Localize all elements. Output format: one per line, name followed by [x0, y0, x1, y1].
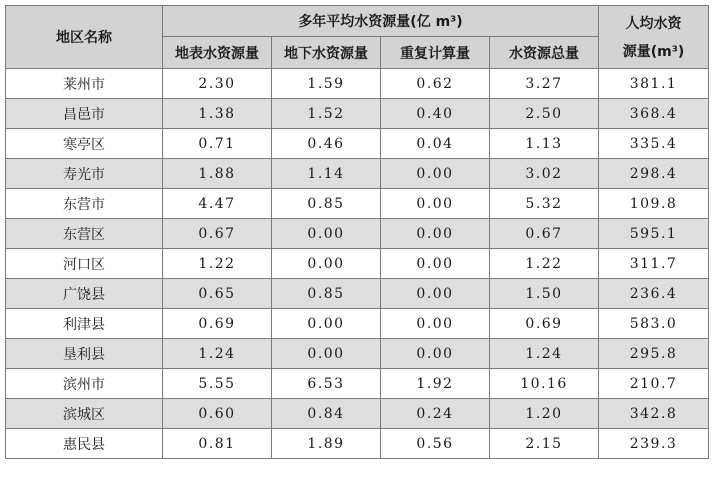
cell-total-water: 2.15 [490, 429, 599, 459]
cell-region-name: 滨城区 [6, 399, 163, 429]
cell-surface-water: 0.60 [163, 399, 272, 429]
cell-per-capita: 583.0 [599, 309, 709, 339]
cell-per-capita: 236.4 [599, 279, 709, 309]
cell-surface-water: 1.24 [163, 339, 272, 369]
cell-repeat-count: 0.24 [381, 399, 490, 429]
cell-region-name: 垦利县 [6, 339, 163, 369]
header-per-capita [599, 6, 709, 69]
cell-per-capita: 298.4 [599, 159, 709, 189]
cell-total-water: 1.22 [490, 249, 599, 279]
cell-total-water: 1.20 [490, 399, 599, 429]
table-header [6, 6, 709, 69]
cell-region-name: 寿光市 [6, 159, 163, 189]
cell-region-name: 东营市 [6, 189, 163, 219]
table-row [6, 369, 709, 399]
cell-region-name: 昌邑市 [6, 99, 163, 129]
header-ground: 地下水资源量 [272, 37, 381, 69]
cell-region-name: 广饶县 [6, 279, 163, 309]
cell-total-water: 1.24 [490, 339, 599, 369]
cell-total-water: 3.02 [490, 159, 599, 189]
cell-repeat-count: 1.92 [381, 369, 490, 399]
cell-surface-water: 4.47 [163, 189, 272, 219]
cell-groundwater: 0.00 [272, 219, 381, 249]
cell-per-capita: 311.7 [599, 249, 709, 279]
cell-groundwater: 0.85 [272, 279, 381, 309]
cell-repeat-count: 0.00 [381, 249, 490, 279]
cell-per-capita: 210.7 [599, 369, 709, 399]
cell-per-capita: 368.4 [599, 99, 709, 129]
header-surface: 地表水资源量 [163, 37, 272, 69]
table-row [6, 219, 709, 249]
cell-groundwater: 1.52 [272, 99, 381, 129]
cell-total-water: 1.13 [490, 129, 599, 159]
table-row [6, 399, 709, 429]
cell-surface-water: 1.38 [163, 99, 272, 129]
cell-region-name: 惠民县 [6, 429, 163, 459]
cell-total-water: 5.32 [490, 189, 599, 219]
cell-repeat-count: 0.62 [381, 69, 490, 99]
cell-total-water: 1.50 [490, 279, 599, 309]
cell-surface-water: 0.81 [163, 429, 272, 459]
cell-total-water: 2.50 [490, 99, 599, 129]
cell-region-name: 东营区 [6, 219, 163, 249]
cell-repeat-count: 0.00 [381, 159, 490, 189]
cell-total-water: 10.16 [490, 369, 599, 399]
cell-surface-water: 0.71 [163, 129, 272, 159]
cell-surface-water: 1.88 [163, 159, 272, 189]
header-repeat: 重复计算量 [381, 37, 490, 69]
cell-groundwater: 0.00 [272, 309, 381, 339]
table-row [6, 429, 709, 459]
cell-per-capita: 381.1 [599, 69, 709, 99]
water-resources-table [5, 5, 709, 459]
cell-groundwater: 0.85 [272, 189, 381, 219]
cell-repeat-count: 0.00 [381, 309, 490, 339]
table-row [6, 249, 709, 279]
cell-region-name: 莱州市 [6, 69, 163, 99]
cell-per-capita: 335.4 [599, 129, 709, 159]
table-row [6, 69, 709, 99]
cell-repeat-count: 0.00 [381, 189, 490, 219]
table-row [6, 309, 709, 339]
cell-total-water: 0.67 [490, 219, 599, 249]
cell-surface-water: 0.69 [163, 309, 272, 339]
header-group-title: 多年平均水资源量(亿 m³) [163, 6, 599, 37]
cell-region-name: 滨州市 [6, 369, 163, 399]
cell-repeat-count: 0.00 [381, 219, 490, 249]
cell-region-name: 利津县 [6, 309, 163, 339]
cell-surface-water: 0.65 [163, 279, 272, 309]
cell-groundwater: 0.46 [272, 129, 381, 159]
cell-total-water: 0.69 [490, 309, 599, 339]
cell-region-name: 寒亭区 [6, 129, 163, 159]
cell-groundwater: 0.84 [272, 399, 381, 429]
cell-repeat-count: 0.40 [381, 99, 490, 129]
header-per-capita-line1: 人均水资 [625, 16, 682, 32]
cell-repeat-count: 0.00 [381, 279, 490, 309]
table-row [6, 159, 709, 189]
cell-groundwater: 1.59 [272, 69, 381, 99]
table-row [6, 129, 709, 159]
cell-per-capita: 595.1 [599, 219, 709, 249]
table-body [6, 69, 709, 459]
table-row [6, 339, 709, 369]
cell-repeat-count: 0.00 [381, 339, 490, 369]
cell-region-name: 河口区 [6, 249, 163, 279]
cell-total-water: 3.27 [490, 69, 599, 99]
cell-per-capita: 295.8 [599, 339, 709, 369]
cell-groundwater: 6.53 [272, 369, 381, 399]
cell-surface-water: 2.30 [163, 69, 272, 99]
cell-groundwater: 0.00 [272, 339, 381, 369]
header-per-capita-line2: 源量(m³) [622, 44, 685, 60]
cell-repeat-count: 0.04 [381, 129, 490, 159]
cell-surface-water: 1.22 [163, 249, 272, 279]
header-region: 地区名称 [6, 6, 163, 69]
table-row [6, 279, 709, 309]
cell-per-capita: 342.8 [599, 399, 709, 429]
cell-groundwater: 0.00 [272, 249, 381, 279]
table-row [6, 189, 709, 219]
cell-repeat-count: 0.56 [381, 429, 490, 459]
header-total: 水资源总量 [490, 37, 599, 69]
cell-per-capita: 239.3 [599, 429, 709, 459]
cell-groundwater: 1.89 [272, 429, 381, 459]
cell-surface-water: 0.67 [163, 219, 272, 249]
cell-groundwater: 1.14 [272, 159, 381, 189]
table-row [6, 99, 709, 129]
cell-per-capita: 109.8 [599, 189, 709, 219]
cell-surface-water: 5.55 [163, 369, 272, 399]
